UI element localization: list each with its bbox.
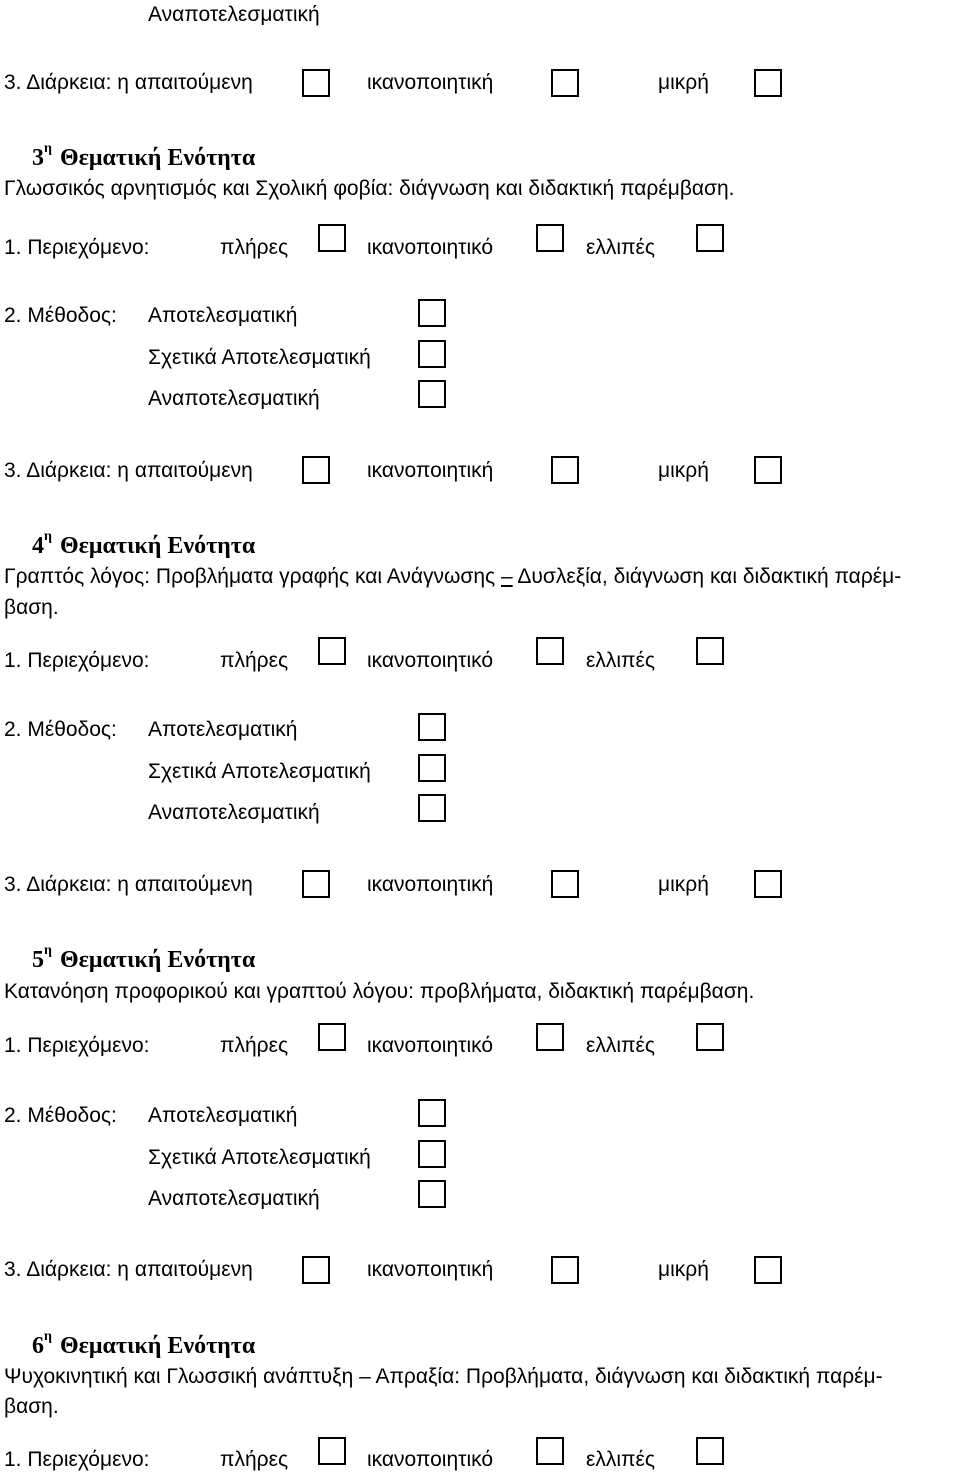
method-label: 2. Μέθοδος: <box>4 304 117 327</box>
unit-title: Θεματική Ενότητα <box>59 947 256 973</box>
content-satisfactory-checkbox[interactable] <box>536 1023 564 1051</box>
method-fairly-effective-checkbox[interactable] <box>418 340 446 368</box>
content-option-full: πλήρες <box>220 1448 289 1471</box>
content-incomplete-checkbox[interactable] <box>696 1437 724 1465</box>
unit-title: Θεματική Ενότητα <box>59 1333 256 1359</box>
content-incomplete-checkbox[interactable] <box>696 637 724 665</box>
duration-label: 3. Διάρκεια: η απαιτούμενη <box>4 71 253 94</box>
method-ineffective-checkbox[interactable] <box>418 1180 446 1208</box>
content-full-checkbox[interactable] <box>318 1437 346 1465</box>
duration-option-satisfactory: ικανοποιητική <box>367 459 494 482</box>
content-option-incomplete: ελλιπές <box>586 1448 655 1471</box>
unit-ordinal-suffix: η <box>44 1329 52 1344</box>
method-option-fairly-effective: Σχετικά Αποτελεσματική <box>148 760 371 783</box>
method-ineffective-checkbox[interactable] <box>418 794 446 822</box>
duration-option-short: μικρή <box>658 71 709 94</box>
duration-short-checkbox[interactable] <box>754 870 782 898</box>
unit-number: 3 <box>32 145 44 171</box>
method-ineffective-checkbox[interactable] <box>418 380 446 408</box>
content-option-full: πλήρες <box>220 236 289 259</box>
content-label: 1. Περιεχόμενο: <box>4 649 150 672</box>
unit-heading <box>32 1329 256 1359</box>
duration-satisfactory-checkbox[interactable] <box>551 69 579 97</box>
duration-short-checkbox[interactable] <box>754 69 782 97</box>
method-label: 2. Μέθοδος: <box>4 718 117 741</box>
duration-option-short: μικρή <box>658 459 709 482</box>
content-option-satisfactory: ικανοποιητικό <box>367 236 494 259</box>
duration-label: 3. Διάρκεια: η απαιτούμενη <box>4 873 253 896</box>
duration-label: 3. Διάρκεια: η απαιτούμενη <box>4 459 253 482</box>
unit-number: 5 <box>32 947 44 973</box>
method-option-effective: Αποτελεσματική <box>148 304 298 327</box>
method-option-effective: Αποτελεσματική <box>148 1104 298 1127</box>
content-option-satisfactory: ικανοποιητικό <box>367 1034 494 1057</box>
unit-ordinal-suffix: η <box>44 529 52 544</box>
content-incomplete-checkbox[interactable] <box>696 1023 724 1051</box>
duration-label: 3. Διάρκεια: η απαιτούμενη <box>4 1258 253 1281</box>
content-label: 1. Περιεχόμενο: <box>4 1034 150 1057</box>
method-effective-checkbox[interactable] <box>418 299 446 327</box>
duration-option-satisfactory: ικανοποιητική <box>367 1258 494 1281</box>
unit-heading <box>32 529 256 559</box>
unit-number: 4 <box>32 533 44 559</box>
unit-description: Ψυχοκινητική και Γλωσσική ανάπτυξη – Απραξία: Προβλήματα, διάγνωση και διδακτική παρέμ- <box>4 1365 883 1388</box>
duration-required-checkbox[interactable] <box>302 1256 330 1284</box>
content-incomplete-checkbox[interactable] <box>696 224 724 252</box>
content-option-satisfactory: ικανοποιητικό <box>367 1448 494 1471</box>
method-option-effective: Αποτελεσματική <box>148 718 298 741</box>
content-option-full: πλήρες <box>220 1034 289 1057</box>
duration-required-checkbox[interactable] <box>302 69 330 97</box>
unit-title: Θεματική Ενότητα <box>59 533 256 559</box>
method-effective-checkbox[interactable] <box>418 713 446 741</box>
method-label: 2. Μέθοδος: <box>4 1104 117 1127</box>
method-option-ineffective: Αναποτελεσματική <box>148 801 320 824</box>
duration-satisfactory-checkbox[interactable] <box>551 1256 579 1284</box>
method-option-ineffective: Αναποτελεσματική <box>148 387 320 410</box>
duration-satisfactory-checkbox[interactable] <box>551 870 579 898</box>
method-fairly-effective-checkbox[interactable] <box>418 754 446 782</box>
duration-option-satisfactory: ικανοποιητική <box>367 71 494 94</box>
duration-required-checkbox[interactable] <box>302 456 330 484</box>
content-satisfactory-checkbox[interactable] <box>536 224 564 252</box>
duration-short-checkbox[interactable] <box>754 456 782 484</box>
content-option-satisfactory: ικανοποιητικό <box>367 649 494 672</box>
description-part: Γραπτός λόγος: Προβλήματα γραφής και Ανάγνωσης <box>4 565 501 588</box>
method-option-fairly-effective: Σχετικά Αποτελεσματική <box>148 1146 371 1169</box>
description-part: Δυσλεξία, διάγνωση και διδακτική παρέμ- <box>512 565 902 588</box>
method-effective-checkbox[interactable] <box>418 1099 446 1127</box>
content-full-checkbox[interactable] <box>318 637 346 665</box>
content-full-checkbox[interactable] <box>318 1023 346 1051</box>
duration-short-checkbox[interactable] <box>754 1256 782 1284</box>
unit-heading <box>32 141 256 171</box>
unit-description <box>4 566 901 587</box>
description-dash: – <box>501 565 513 588</box>
content-option-full: πλήρες <box>220 649 289 672</box>
content-option-incomplete: ελλιπές <box>586 649 655 672</box>
unit-description-continued: βαση. <box>4 596 59 619</box>
content-full-checkbox[interactable] <box>318 224 346 252</box>
duration-option-short: μικρή <box>658 873 709 896</box>
content-label: 1. Περιεχόμενο: <box>4 236 150 259</box>
content-satisfactory-checkbox[interactable] <box>536 1437 564 1465</box>
content-satisfactory-checkbox[interactable] <box>536 637 564 665</box>
duration-option-short: μικρή <box>658 1258 709 1281</box>
method-option-ineffective: Αναποτελεσματική <box>148 3 320 26</box>
content-option-incomplete: ελλιπές <box>586 1034 655 1057</box>
duration-satisfactory-checkbox[interactable] <box>551 456 579 484</box>
unit-title: Θεματική Ενότητα <box>59 145 256 171</box>
unit-description: Γλωσσικός αρνητισμός και Σχολική φοβία: διάγνωση και διδακτική παρέμβαση. <box>4 177 735 200</box>
unit-ordinal-suffix: η <box>44 141 52 156</box>
content-option-incomplete: ελλιπές <box>586 236 655 259</box>
unit-description: Κατανόηση προφορικού και γραπτού λόγου: προβλήματα, διδακτική παρέμβαση. <box>4 980 755 1003</box>
duration-option-satisfactory: ικανοποιητική <box>367 873 494 896</box>
unit-heading <box>32 943 256 973</box>
unit-number: 6 <box>32 1333 44 1359</box>
content-label: 1. Περιεχόμενο: <box>4 1448 150 1471</box>
method-option-fairly-effective: Σχετικά Αποτελεσματική <box>148 346 371 369</box>
method-fairly-effective-checkbox[interactable] <box>418 1140 446 1168</box>
unit-description-continued: βαση. <box>4 1395 59 1418</box>
method-option-ineffective: Αναποτελεσματική <box>148 1187 320 1210</box>
unit-ordinal-suffix: η <box>44 943 52 958</box>
duration-required-checkbox[interactable] <box>302 870 330 898</box>
